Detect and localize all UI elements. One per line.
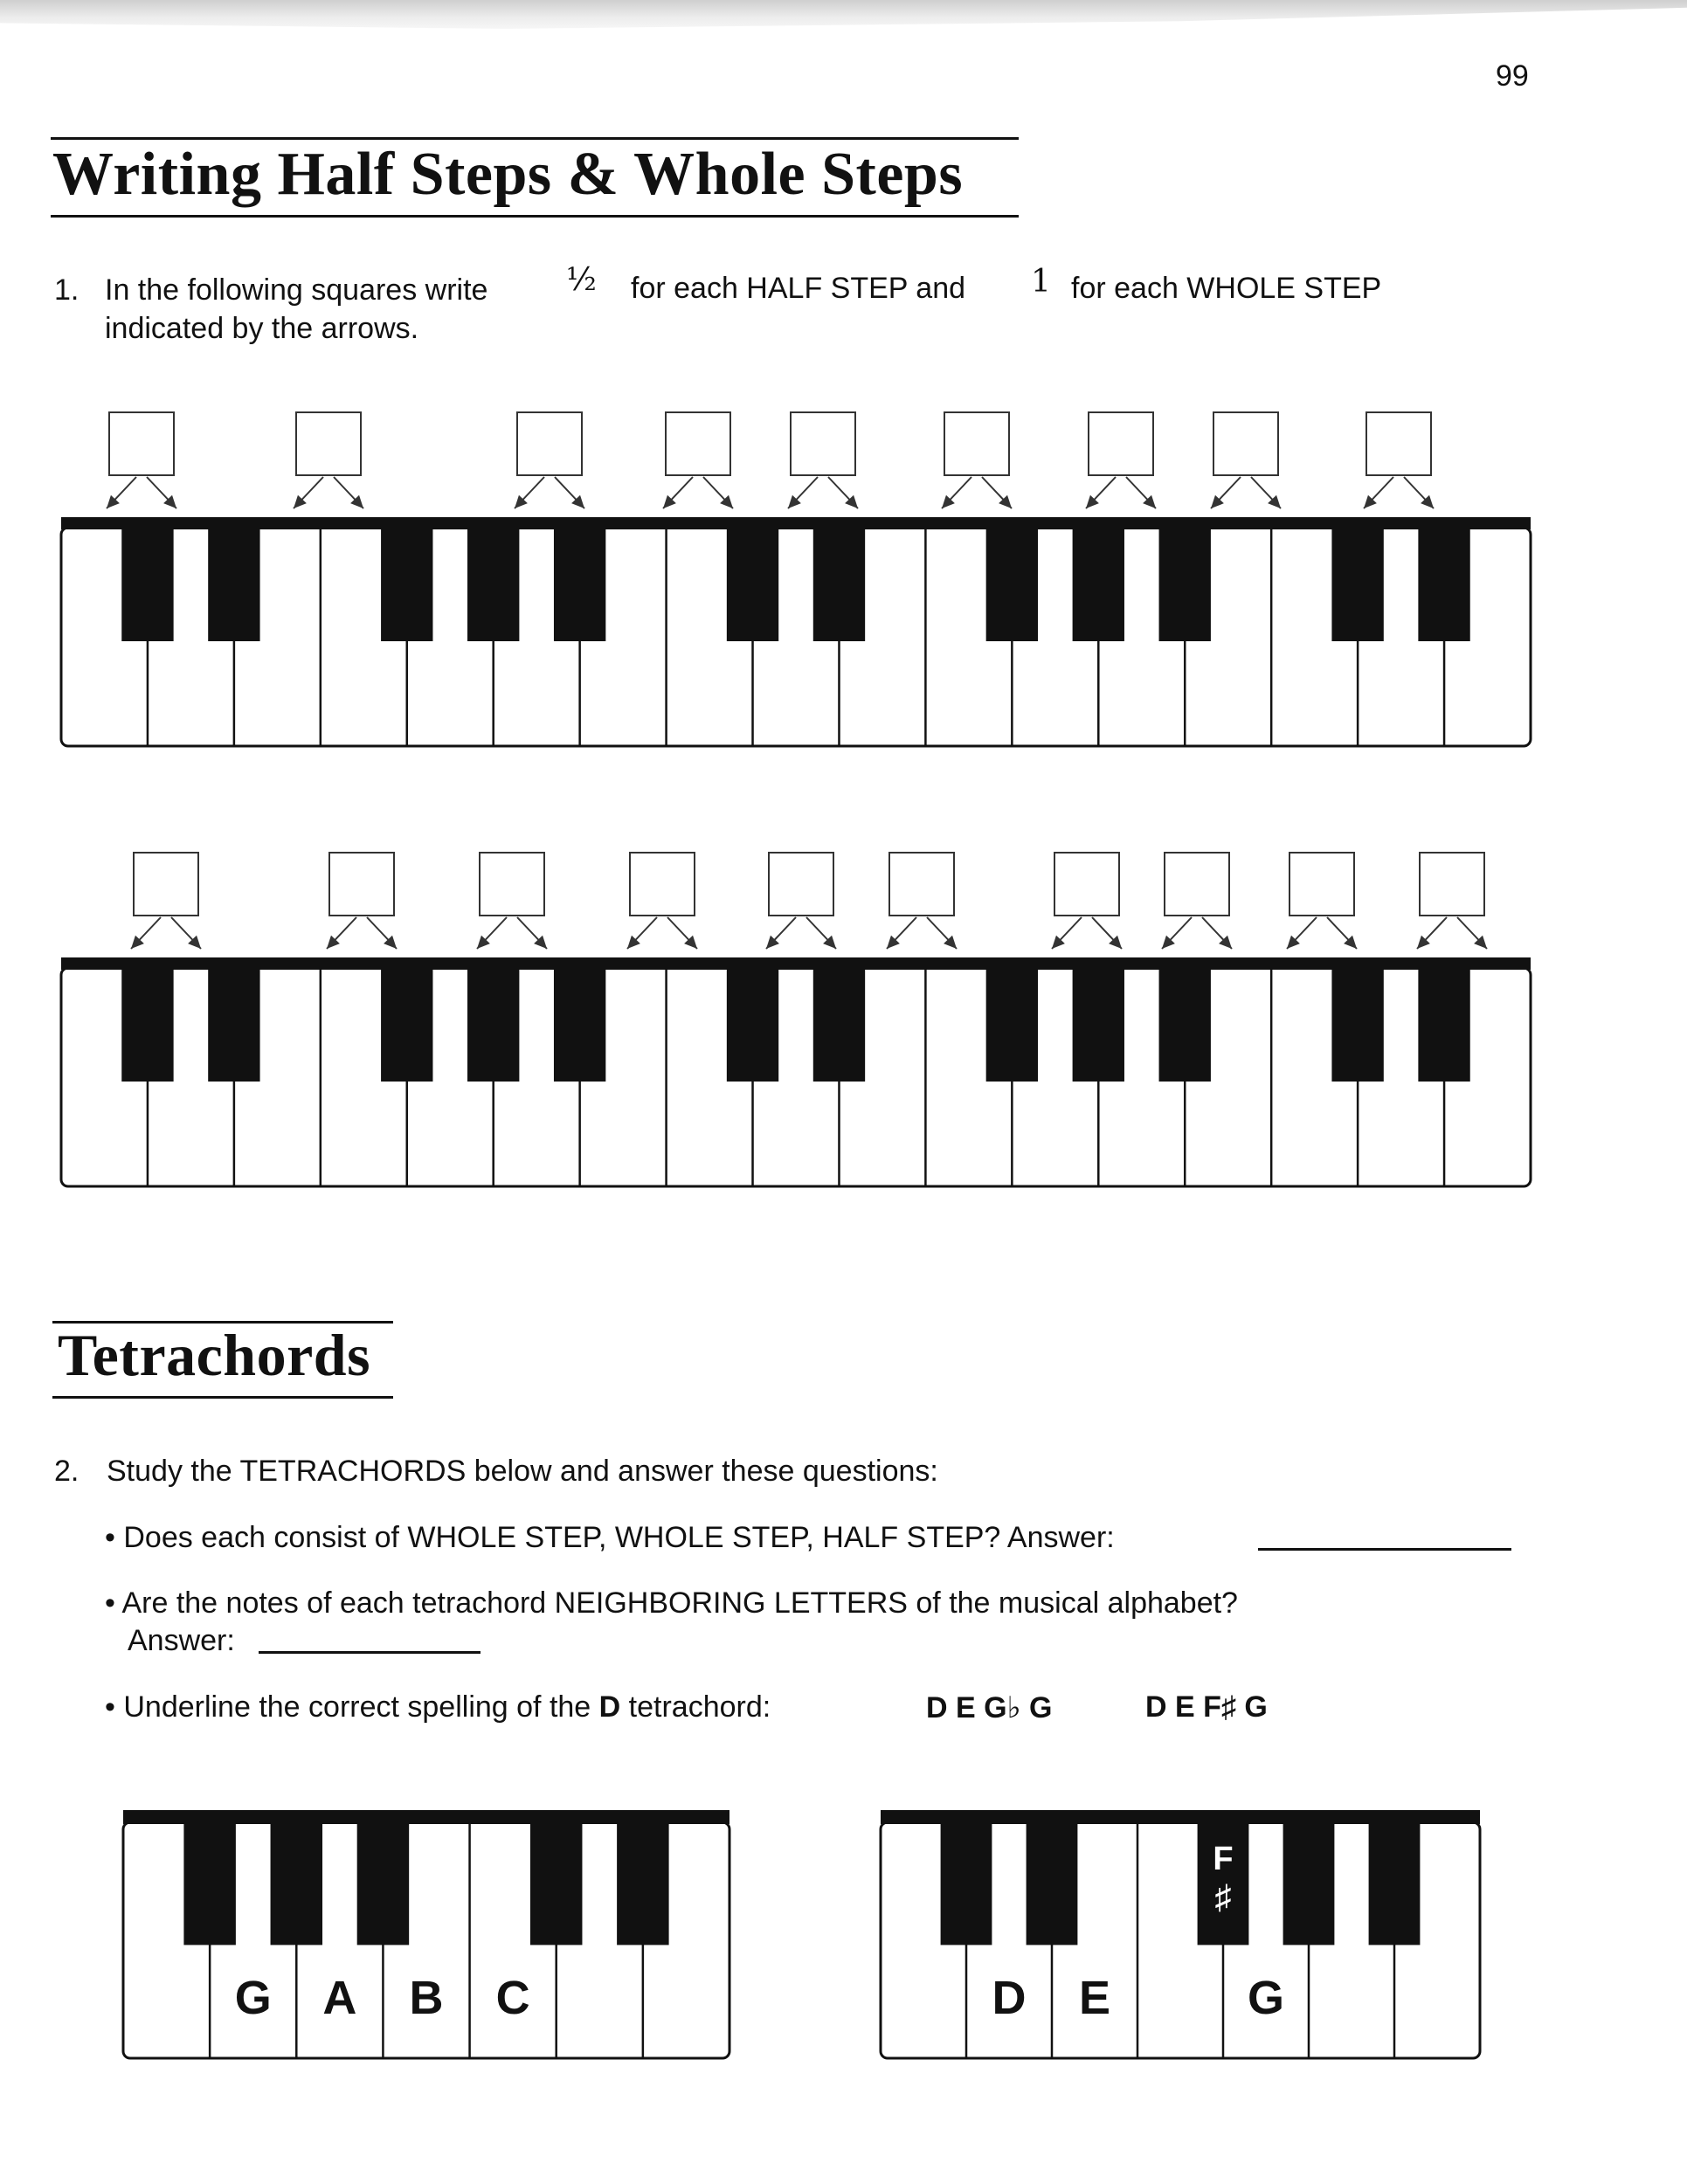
section-title: Writing Half Steps & Whole Steps: [52, 141, 964, 208]
whole-step-symbol: 1: [1031, 264, 1051, 300]
black-key: [941, 1822, 992, 1945]
question-number: 1.: [54, 273, 80, 307]
section-title: Tetrachords: [58, 1322, 371, 1388]
key-note-label: E: [1078, 1972, 1111, 2024]
bullet-question: • Does each consist of WHOLE STEP, WHOLE STEP, HALF STEP? Answer:: [105, 1521, 1115, 1554]
spelling-option[interactable]: D E G♭ G: [926, 1691, 1053, 1724]
black-key: [1369, 1822, 1421, 1945]
key-note-label: C: [495, 1972, 530, 2024]
key-note-label: D: [992, 1972, 1027, 2024]
question-text: indicated by the arrows.: [105, 312, 419, 345]
keyboard-top-bar: [123, 1810, 729, 1824]
black-key-note-label: ♯: [1214, 1879, 1232, 1916]
question-text: Study the TETRACHORDS below and answer these questions:: [107, 1455, 938, 1488]
question-number: 2.: [54, 1455, 80, 1488]
page-number: 99: [1496, 59, 1529, 93]
question-text: for each WHOLE STEP: [1071, 272, 1382, 305]
key-note-label: B: [409, 1972, 444, 2024]
bullet-text: tetrachord:: [620, 1690, 771, 1724]
half-step-symbol: ½: [566, 262, 597, 298]
black-key: [357, 1822, 409, 1945]
key-note-label: G: [1247, 1972, 1285, 2024]
key-note-label: A: [322, 1972, 357, 2024]
bold-note: D: [598, 1690, 621, 1724]
black-key: [1283, 1822, 1335, 1945]
bullet-question: Answer:: [128, 1624, 235, 1657]
black-key: [530, 1822, 582, 1945]
black-key: [1027, 1822, 1078, 1945]
spelling-option[interactable]: D E F♯ G: [1145, 1690, 1268, 1724]
keyboard-top-bar: [881, 1810, 1480, 1824]
bullet-text: • Underline the correct spelling of the: [105, 1690, 599, 1724]
black-key: [271, 1822, 322, 1945]
black-key-note-label: F: [1213, 1841, 1234, 1877]
black-key: [617, 1822, 668, 1945]
question-text: In the following squares write: [105, 273, 488, 307]
key-note-label: G: [234, 1972, 272, 2024]
bullet-question: • Are the notes of each tetrachord NEIGHBORING LETTERS of the musical alphabet?: [105, 1586, 1238, 1620]
black-key: [183, 1822, 235, 1945]
question-text: for each HALF STEP and: [631, 272, 966, 305]
